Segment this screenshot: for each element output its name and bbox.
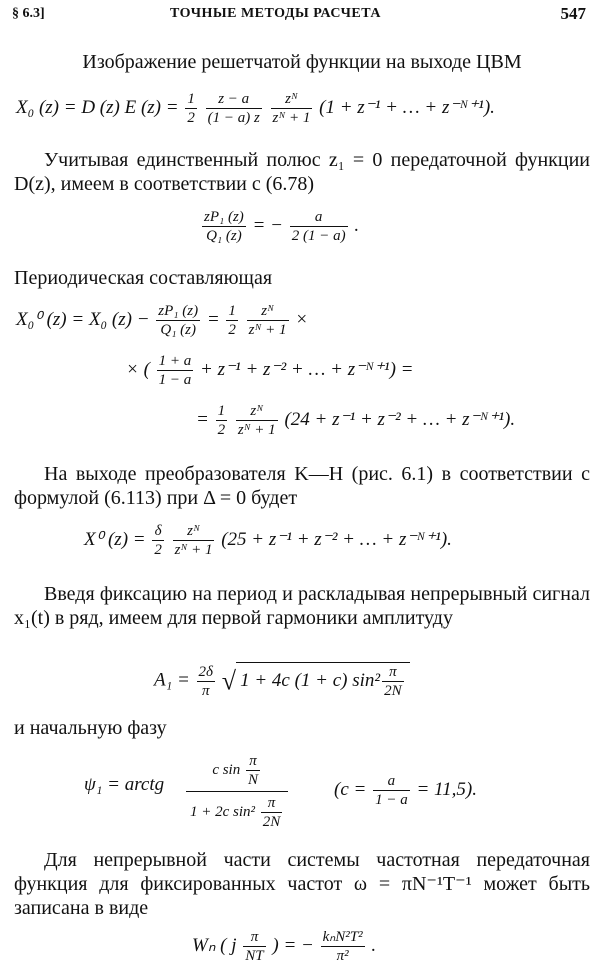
paragraph-4: На выходе преобразователя K—H (рис. 6.1) в соответствии с формулой (6.113) при Δ = 0 будет: [14, 463, 590, 509]
paragraph-6: и начальную фазу: [14, 717, 167, 739]
eq3-frac-z: $\frac{\text{zᴺ}}{\text{zᴺ + 1}}$: [248, 303, 287, 338]
eq3-line-3: = $\frac{1}{2}$ $\frac{\text{zᴺ}}{\text{zᴺ + 1}}$ (24 + z⁻¹ + z⁻² + … + z⁻ᴺ⁺¹).: [196, 403, 516, 438]
paragraph-3: Периодическая составляющая: [14, 267, 273, 289]
equation-6: ψ₁ = arctg c sin $\frac{\pi}{N}$ 1 + 2c sin² $\frac{\pi}{2N}$ (c = $\frac{a}{1 - a}$ = 11,5).: [84, 753, 477, 830]
eq4-frac-delta: $\frac{\delta}{2}$: [154, 523, 162, 558]
paragraph-7: Для непрерывной части системы частотная передаточная функция для фиксированных частот ω = πN⁻¹T⁻¹ может быть записана в виде: [14, 849, 590, 919]
eq2-end: .: [354, 214, 360, 236]
paragraph-5: Введя фиксацию на период и раскладывая непрерывный сигнал x₁(t) в ряд, имеем для первой гармоники амплитуду: [14, 583, 590, 629]
eq3-frac-a: $\frac{1 + a}{1 - a}$: [158, 353, 192, 388]
eq1-lhs: X₀ (z) = D (z) E (z) =: [16, 96, 179, 118]
paragraph-2: Учитывая единственный полюс z₁ = 0 передаточной функции D(z), имеем в соответствии с (6.78): [14, 149, 590, 195]
equation-7: Wₙ ( j $\frac{\pi}{NT}$ ) = − $\frac{\text{kₙN²T²}}{\text{π²}}$ .: [192, 929, 377, 964]
running-header: [0, 4, 600, 26]
eq1-tail: (1 + z⁻¹ + … + z⁻ᴺ⁺¹).: [319, 96, 495, 118]
paragraph-1: Изображение решетчатой функции на выходе ЦВМ: [82, 51, 522, 73]
eq6-c-def: (c = $\frac{a}{1 - a}$ = 11,5).: [334, 773, 477, 808]
eq5-sqrt: √ 1 + 4c (1 + c) sin² $\frac{\pi}{2N}$: [222, 662, 410, 700]
equation-5: A₁ = $\frac{2\delta}{\pi}$ √ 1 + 4c (1 + c) sin² $\frac{\pi}{2N}$: [0, 656, 600, 708]
eq3-frac-z-2: $\frac{\text{zᴺ}}{\text{zᴺ + 1}}$: [237, 403, 276, 438]
page-number: 547: [560, 4, 586, 23]
eq6-frac-num: $\frac{\pi}{N}$: [247, 753, 258, 788]
eq1-frac-a: $\frac{z - a}{(1 - a) z}$: [207, 91, 260, 126]
eq7-frac-k: $\frac{\text{kₙN²T²}}{\text{π²}}$: [322, 929, 363, 964]
eq1-frac-z: $\frac{\text{zᴺ}}{\text{zᴺ + 1}}$: [272, 91, 311, 126]
eq3-frac-half: $\frac{1}{2}$: [228, 303, 236, 338]
eq3-line-2: × ( $\frac{1 + a}{1 - a}$ + z⁻¹ + z⁻² + … + z⁻ᴺ⁺¹) =: [126, 353, 414, 388]
eq2-frac-right: $\frac{a}{2 (1 - a)}$: [291, 209, 346, 244]
eq3-line-1: X₀⁰ (z) = X₀ (z) − $\frac{\text{zP₁ (z)}}{\text{Q₁ (z)}}$ = $\frac{1}{2}$ $\frac{\text{zᴺ}}{\text{zᴺ + 1}}$ ×: [16, 303, 309, 338]
eq5-frac-pi: $\frac{\pi}{2N}$: [384, 664, 402, 699]
equation-3: [0, 298, 600, 450]
eq2-frac-left: $\frac{\text{zP₁ (z)}}{\text{Q₁ (z)}}$: [204, 209, 244, 244]
section-ref: § 6.3]: [12, 6, 45, 21]
eq3-frac-half-2: $\frac{1}{2}$: [217, 403, 226, 438]
eq4-frac-z: $\frac{\text{zᴺ}}{\text{zᴺ + 1}}$: [174, 523, 213, 558]
equation-2: [0, 202, 600, 252]
eq5-frac-coef: $\frac{2\delta}{\pi}$: [198, 663, 214, 699]
eq2-mid: = −: [252, 214, 283, 236]
eq6-frac-den: $\frac{\pi}{2N}$: [262, 795, 281, 830]
eq1-frac-half: $\frac{1}{2}$: [187, 91, 195, 126]
equation-4: X⁰ (z) = $\frac{\delta}{2}$ $\frac{\text{zᴺ}}{\text{zᴺ + 1}}$ (25 + z⁻¹ + z⁻² + … + z⁻ᴺ⁺¹).: [84, 523, 452, 558]
eq3-frac-p: $\frac{\text{zP₁ (z)}}{\text{Q₁ (z)}}$: [158, 303, 199, 338]
equation-1: [0, 82, 600, 134]
eq6-big-fraction: c sin $\frac{\pi}{N}$ 1 + 2c sin² $\frac{\pi}{2N}$: [186, 752, 288, 831]
eq6-frac-c: $\frac{a}{1 - a}$: [375, 773, 408, 808]
running-title: ТОЧНЫЕ МЕТОДЫ РАСЧЕТА: [170, 6, 382, 21]
eq7-frac-pi: $\frac{\pi}{NT}$: [245, 929, 264, 964]
